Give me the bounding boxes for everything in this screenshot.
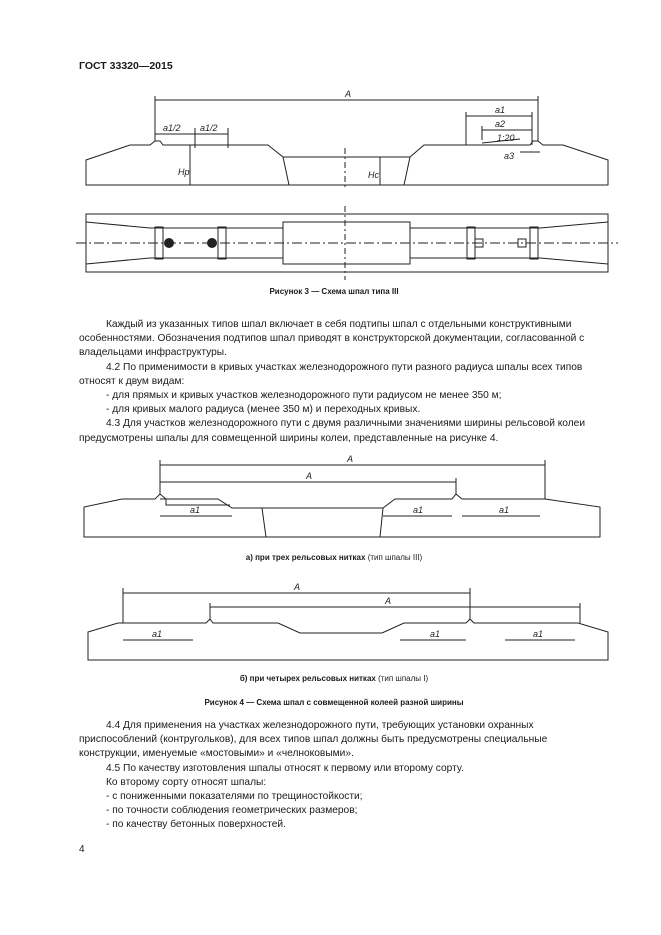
label-a1: a1 xyxy=(495,105,506,115)
paragraph: 4.4 Для применения на участках железнодорожного пути, требующих установки охранных приспособлений (контругольков), для всех типов шпал должны быть предусмотрены специальные конструкции, именуемые «мостовыми» и «челноковыми». xyxy=(79,720,548,760)
paragraph: 4.2 По применимости в кривых участках железнодорожного пути разного радиуса шпалы всех типов относят к двум видам: xyxy=(79,361,583,387)
figure-4b-caption xyxy=(79,674,589,683)
label-a1: a1 xyxy=(413,505,424,515)
label-a2: a2 xyxy=(495,119,506,129)
paragraph: 4.3 Для участков железнодорожного пути с двумя различными значениями ширины рельсовой колеи предусмотрены шпалы для совмещенной ширины колеи, представленные на рисунке 4. xyxy=(79,418,586,444)
label-a1: a1 xyxy=(499,505,510,515)
list-item: - с пониженными показателями по трещиностойкости; xyxy=(106,791,363,803)
label-A-outer: A xyxy=(294,582,301,592)
caption-bold: б) при четырех рельсовых нитках xyxy=(239,674,376,683)
list-item: - для кривых малого радиуса (менее 350 м) и переходных кривых. xyxy=(106,404,421,416)
list-item: - по точности соблюдения геометрических размеров; xyxy=(106,805,358,817)
label-a1: a1 xyxy=(152,629,163,639)
label-Hc: Hc xyxy=(368,170,379,180)
page-number: 4 xyxy=(79,844,85,855)
label-a1: a1 xyxy=(533,629,544,639)
list-item: - по качеству бетонных поверхностей. xyxy=(106,819,286,831)
figure-3-caption: Рисунок 3 — Схема шпал типа III xyxy=(269,287,399,296)
caption-bold: а) при трех рельсовых нитках xyxy=(245,553,366,562)
caption-normal: (тип шпалы III) xyxy=(367,553,423,562)
list-item: - для прямых и кривых участков железнодорожного пути радиусом не менее 350 м; xyxy=(106,390,502,402)
label-a1: a1 xyxy=(430,629,441,639)
label-slope: 1:20 xyxy=(497,133,515,143)
paragraph: 4.5 По качеству изготовления шпалы относят к первому или второму сорту. xyxy=(106,762,464,774)
label-a1-half-right: a1/2 xyxy=(200,123,218,133)
label-A-outer: A xyxy=(347,454,354,464)
label-Hp: Hp xyxy=(178,167,190,177)
paragraph: Каждый из указанных типов шпал включает в себя подтипы шпал с отдельными конструктивными особенностями. Обозначения подтипов шпал приводят в конструкторской документации, согласованной с владельцами инфраструктуры. xyxy=(79,319,585,359)
caption-normal: (тип шпалы I) xyxy=(378,674,429,683)
label-a3: a3 xyxy=(504,151,515,161)
label-A-inner: A xyxy=(385,596,392,606)
body-section-2 xyxy=(79,719,589,833)
label-A-inner: A xyxy=(306,471,313,481)
figure-4-caption: Рисунок 4 — Схема шпал с совмещенной колеей разной ширины xyxy=(204,698,464,707)
label-a1-half-left: a1/2 xyxy=(163,123,181,133)
paragraph: Ко второму сорту относят шпалы: xyxy=(106,776,267,788)
label-a1: a1 xyxy=(190,505,201,515)
document-header: ГОСТ 33320—2015 xyxy=(79,60,173,72)
label-A: A xyxy=(345,89,352,99)
